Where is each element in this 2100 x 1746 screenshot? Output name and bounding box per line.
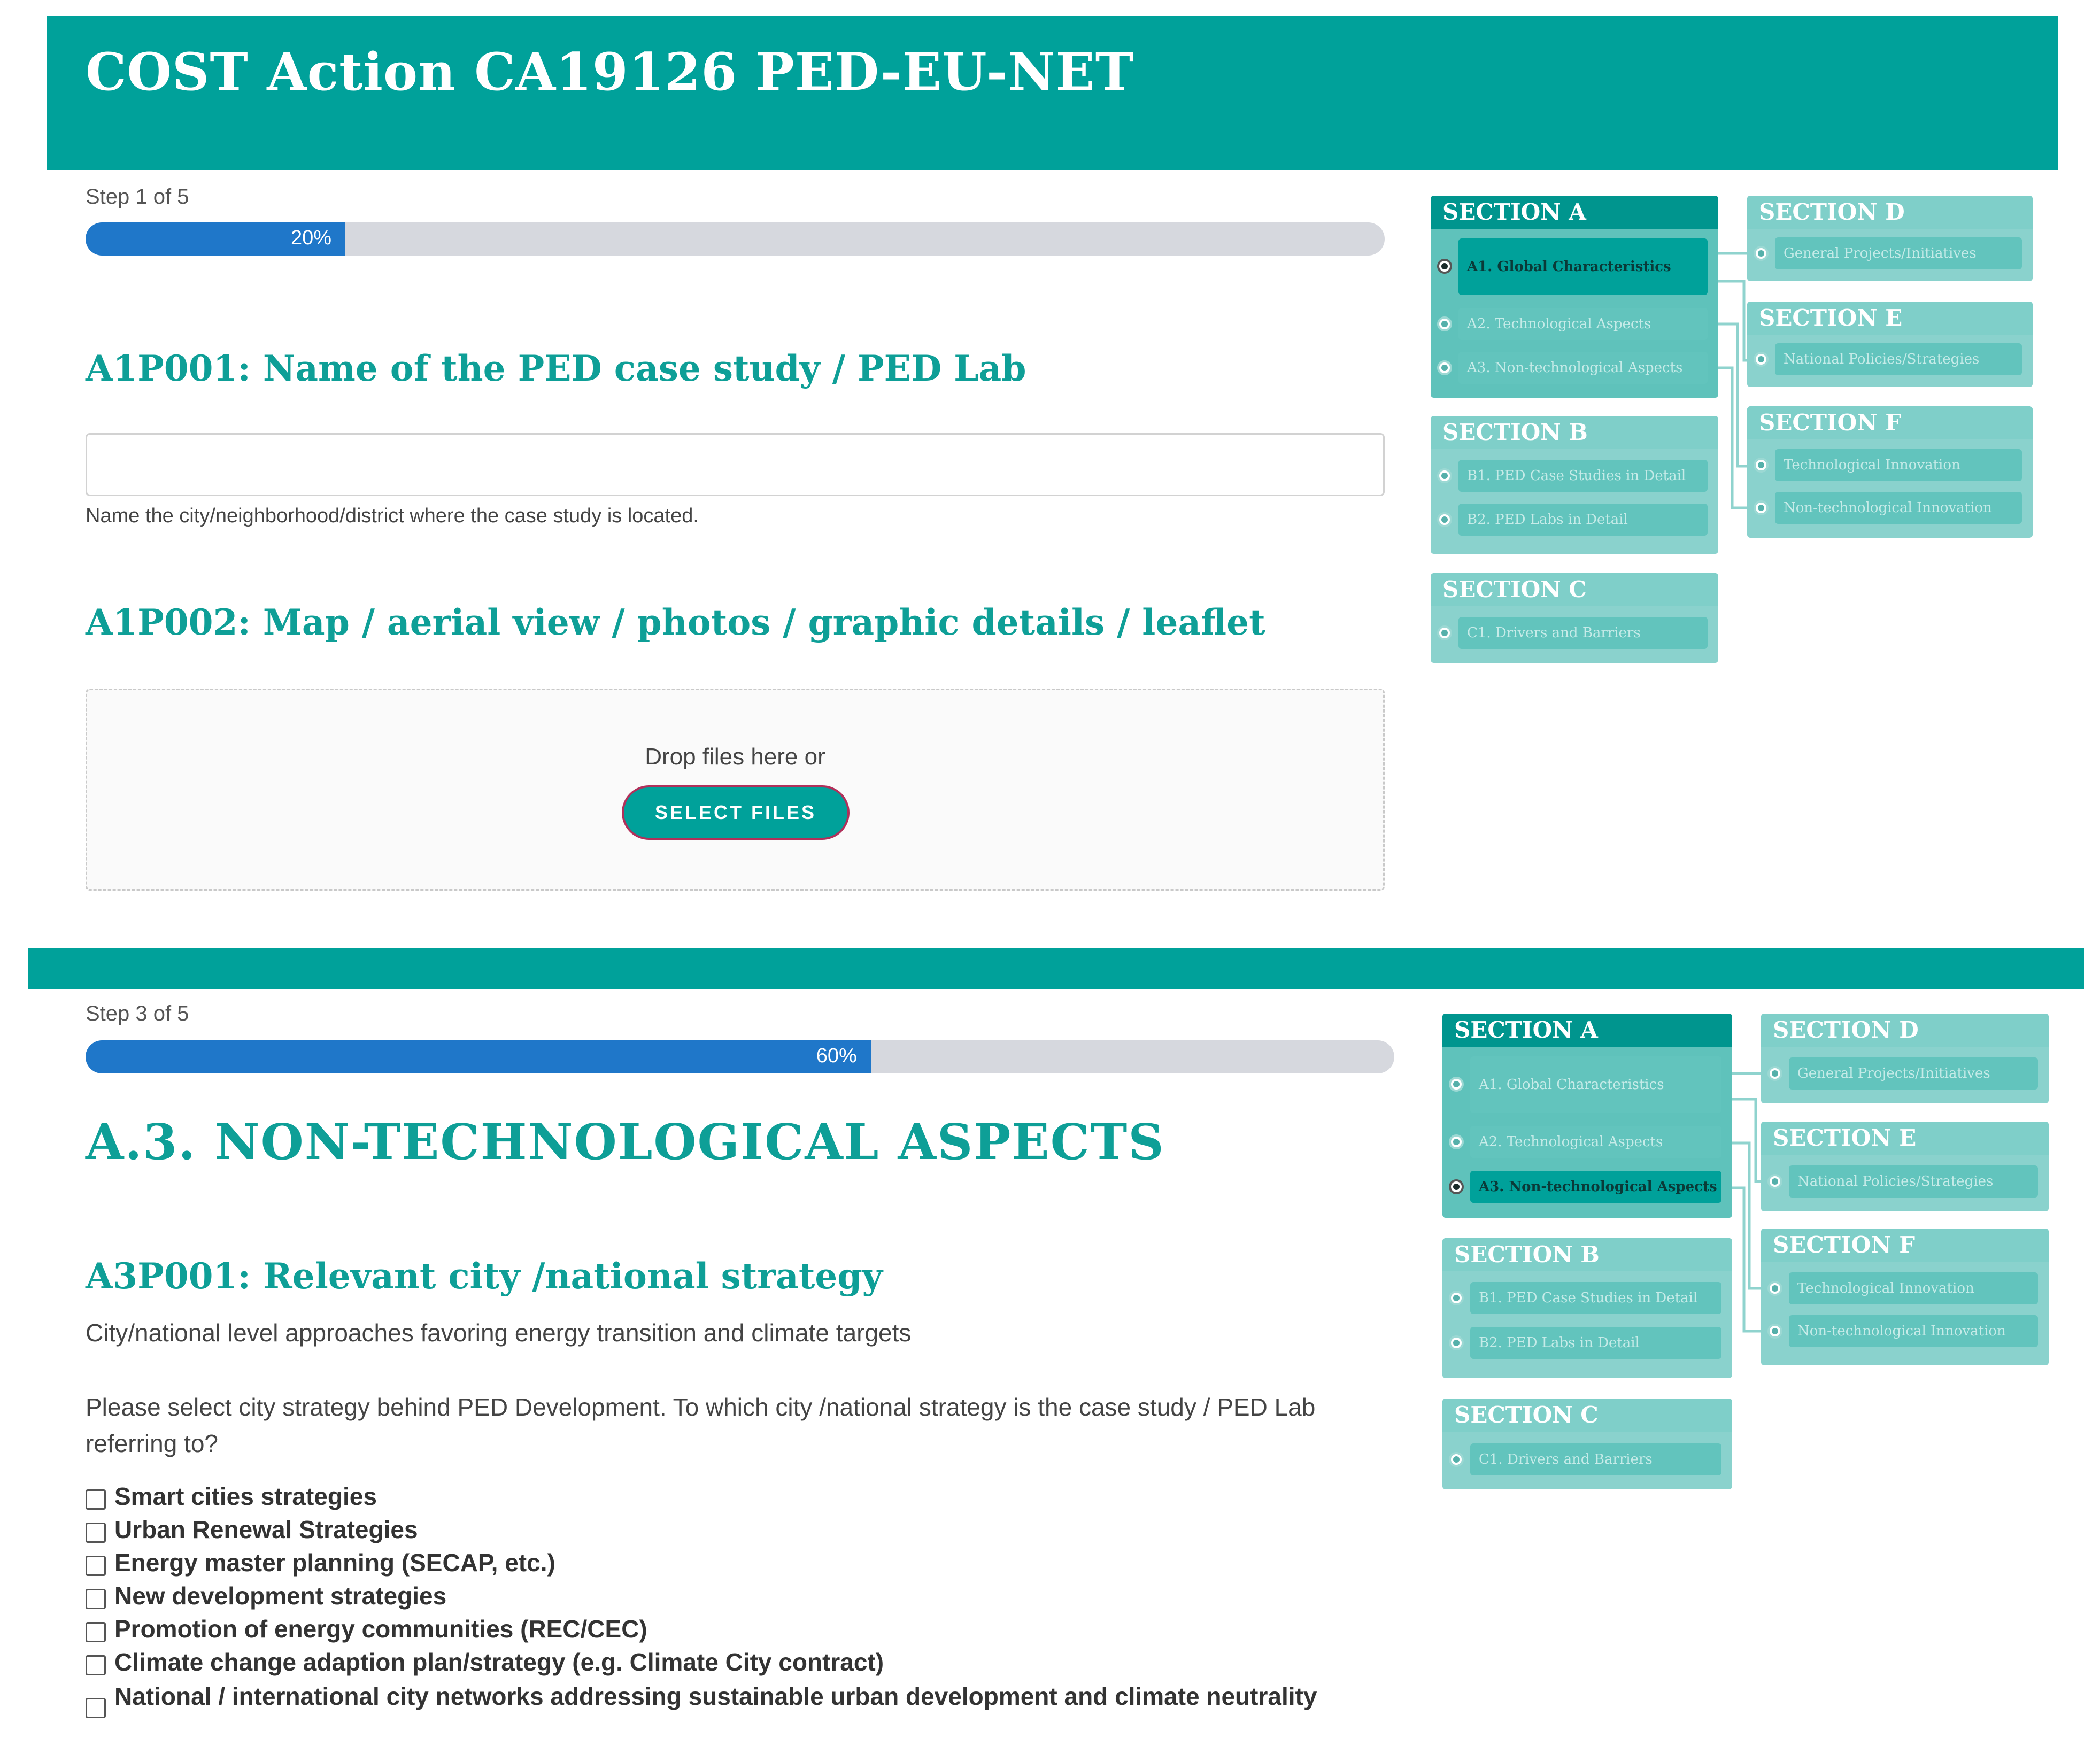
- a1-radio-icon-2[interactable]: [1449, 1077, 1464, 1092]
- select-files-button[interactable]: SELECT FILES: [622, 785, 850, 840]
- f2-radio-icon[interactable]: [1754, 500, 1769, 515]
- nav-item-e1-2[interactable]: National Policies/Strategies: [1789, 1165, 2038, 1198]
- nav-item-a3[interactable]: A3. Non-technological Aspects: [1458, 352, 1708, 384]
- checkbox[interactable]: [86, 1489, 106, 1510]
- progress-label-2: 60%: [816, 1045, 857, 1067]
- e1-radio-icon[interactable]: [1754, 352, 1769, 367]
- question-subtitle: City/national level approaches favoring energy transition and climate targets: [86, 1319, 912, 1347]
- nav-item-f1-2[interactable]: Technological Innovation: [1789, 1272, 2038, 1304]
- b2-radio-icon[interactable]: [1437, 512, 1452, 527]
- section-a-card[interactable]: [1431, 196, 1718, 398]
- section-c-card[interactable]: [1431, 573, 1718, 663]
- nav-item-a1[interactable]: A1. Global Characteristics: [1458, 238, 1708, 295]
- section-f-header-2: SECTION F: [1761, 1229, 2049, 1262]
- question-a1p002-title: A1P002: Map / aerial view / photos / graphic details / leaflet: [86, 601, 1265, 643]
- section-navigator-2: [1442, 1014, 2050, 1489]
- question-a3p001-title: A3P001: Relevant city /national strategy: [86, 1255, 883, 1297]
- strategy-option[interactable]: Smart cities strategies: [86, 1482, 1369, 1515]
- section-e-card-2[interactable]: [1761, 1122, 2049, 1211]
- nav-item-a1-2[interactable]: A1. Global Characteristics: [1470, 1056, 1721, 1113]
- dropzone-text: Drop files here or: [645, 744, 825, 770]
- section-title: A.3. NON-TECHNOLOGICAL ASPECTS: [86, 1113, 1165, 1171]
- section-b-header: SECTION B: [1431, 416, 1718, 449]
- f1-radio-icon[interactable]: [1754, 458, 1769, 473]
- section-d-card[interactable]: [1747, 196, 2033, 281]
- nav-item-f2[interactable]: Non-technological Innovation: [1775, 492, 2022, 524]
- a3-radio-icon-2[interactable]: [1449, 1179, 1464, 1194]
- strategy-option[interactable]: Energy master planning (SECAP, etc.): [86, 1548, 1369, 1581]
- nav-item-d1-2[interactable]: General Projects/Initiatives: [1789, 1057, 2038, 1090]
- strategy-option[interactable]: Urban Renewal Strategies: [86, 1515, 1369, 1548]
- nav-item-c1[interactable]: C1. Drivers and Barriers: [1458, 617, 1708, 649]
- checkbox[interactable]: [86, 1655, 106, 1675]
- section-f-header: SECTION F: [1747, 406, 2033, 439]
- e1-radio-icon-2[interactable]: [1767, 1174, 1782, 1189]
- a2-radio-icon[interactable]: [1437, 316, 1452, 331]
- a2-radio-icon-2[interactable]: [1449, 1134, 1464, 1149]
- progress-label: 20%: [290, 227, 331, 249]
- d1-radio-icon-2[interactable]: [1767, 1066, 1782, 1081]
- checkbox[interactable]: [86, 1698, 106, 1718]
- section-c-card-2[interactable]: [1442, 1399, 1732, 1489]
- step-indicator: Step 1 of 5: [86, 185, 189, 208]
- nav-item-d1[interactable]: General Projects/Initiatives: [1775, 237, 2022, 269]
- b2-radio-icon-2[interactable]: [1449, 1335, 1464, 1350]
- nav-item-c1-2[interactable]: C1. Drivers and Barriers: [1470, 1443, 1721, 1475]
- f1-radio-icon-2[interactable]: [1767, 1281, 1782, 1296]
- step-indicator-2: Step 3 of 5: [86, 1002, 189, 1025]
- strategy-checkbox-list: [86, 1482, 1369, 1734]
- c1-radio-icon[interactable]: [1437, 625, 1452, 640]
- section-divider-bar: [28, 948, 2084, 989]
- strategy-option[interactable]: Promotion of energy communities (REC/CEC): [86, 1614, 1369, 1648]
- nav-item-f2-2[interactable]: Non-technological Innovation: [1789, 1315, 2038, 1347]
- b1-radio-icon-2[interactable]: [1449, 1291, 1464, 1305]
- nav-item-f1[interactable]: Technological Innovation: [1775, 449, 2022, 481]
- strategy-option[interactable]: New development strategies: [86, 1581, 1369, 1614]
- file-dropzone[interactable]: [86, 689, 1385, 891]
- section-b-card[interactable]: [1431, 416, 1718, 554]
- b1-radio-icon[interactable]: [1437, 468, 1452, 483]
- app-header: [47, 16, 2058, 170]
- a3-radio-icon[interactable]: [1437, 360, 1452, 375]
- section-f-card[interactable]: [1747, 406, 2033, 538]
- section-e-header-2: SECTION E: [1761, 1122, 2049, 1155]
- section-e-header: SECTION E: [1747, 302, 2033, 335]
- case-study-name-input[interactable]: [86, 433, 1385, 496]
- nav-item-a2-2[interactable]: A2. Technological Aspects: [1470, 1126, 1721, 1158]
- section-a-card-2[interactable]: [1442, 1014, 1732, 1218]
- a1-radio-icon[interactable]: [1437, 259, 1452, 274]
- nav-item-b1-2[interactable]: B1. PED Case Studies in Detail: [1470, 1282, 1721, 1314]
- section-d-header: SECTION D: [1747, 196, 2033, 229]
- checkbox[interactable]: [86, 1556, 106, 1576]
- case-study-name-hint: Name the city/neighborhood/district where the case study is located.: [86, 505, 699, 527]
- section-c-header: SECTION C: [1431, 573, 1718, 606]
- nav-item-e1[interactable]: National Policies/Strategies: [1775, 343, 2022, 375]
- checkbox[interactable]: [86, 1523, 106, 1543]
- nav-item-b2[interactable]: B2. PED Labs in Detail: [1458, 504, 1708, 536]
- nav-item-b2-2[interactable]: B2. PED Labs in Detail: [1470, 1327, 1721, 1359]
- nav-item-a2[interactable]: A2. Technological Aspects: [1458, 308, 1708, 340]
- nav-item-b1[interactable]: B1. PED Case Studies in Detail: [1458, 460, 1708, 492]
- strategy-option[interactable]: Climate change adaption plan/strategy (e.g. Climate City contract): [86, 1648, 1369, 1681]
- app-title: COST Action CA19126 PED-EU-NET: [86, 42, 1134, 102]
- section-b-card-2[interactable]: [1442, 1238, 1732, 1378]
- progress-bar: [86, 222, 1385, 256]
- checkbox[interactable]: [86, 1622, 106, 1642]
- section-a-header-2: SECTION A: [1442, 1014, 1732, 1047]
- d1-radio-icon[interactable]: [1754, 246, 1769, 261]
- section-d-card-2[interactable]: [1761, 1014, 2049, 1103]
- c1-radio-icon-2[interactable]: [1449, 1452, 1464, 1467]
- question-a1p001-title: A1P001: Name of the PED case study / PED Lab: [86, 347, 1026, 389]
- progress-fill-2: [86, 1040, 871, 1073]
- section-navigator: [1431, 196, 2035, 666]
- section-a-header: SECTION A: [1431, 196, 1718, 229]
- f2-radio-icon-2[interactable]: [1767, 1324, 1782, 1339]
- progress-bar-2: [86, 1040, 1394, 1073]
- nav-item-a3-2[interactable]: A3. Non-technological Aspects: [1470, 1171, 1721, 1203]
- section-d-header-2: SECTION D: [1761, 1014, 2049, 1047]
- section-b-header-2: SECTION B: [1442, 1238, 1732, 1271]
- section-f-card-2[interactable]: [1761, 1229, 2049, 1365]
- checkbox[interactable]: [86, 1589, 106, 1609]
- strategy-option[interactable]: National / international city networks addressing sustainable urban development and climate neutrality: [86, 1681, 1369, 1734]
- section-c-header-2: SECTION C: [1442, 1399, 1732, 1432]
- question-prompt: Please select city strategy behind PED Development. To which city /national strategy is the case study / PED Lab referring to?: [86, 1393, 1316, 1457]
- section-e-card[interactable]: [1747, 302, 2033, 387]
